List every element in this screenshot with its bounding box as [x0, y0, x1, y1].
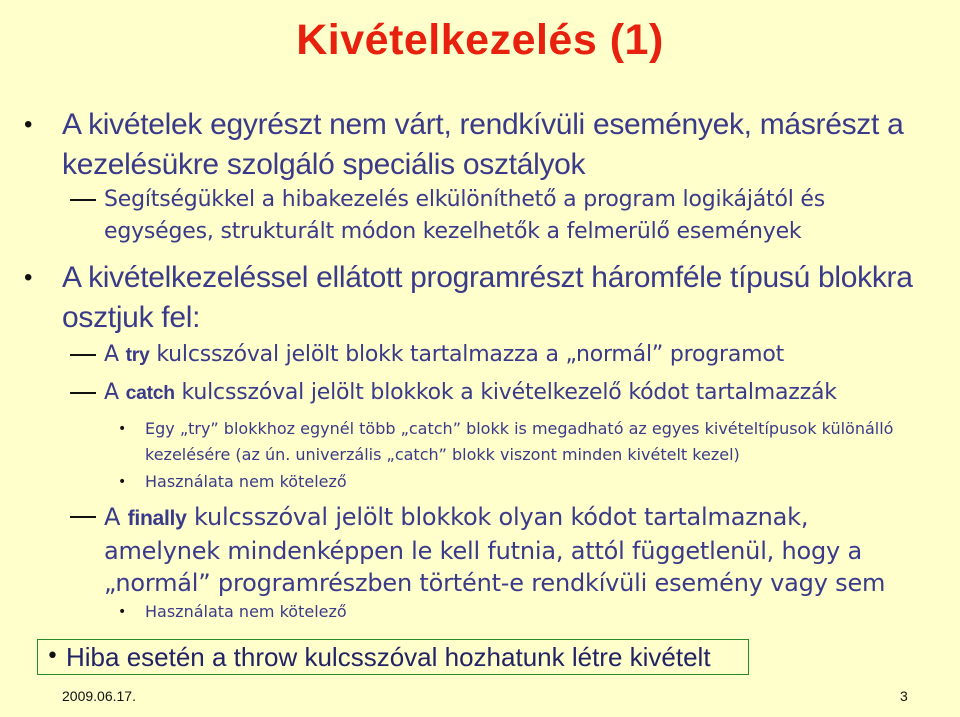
sub-bullet-separation	[104, 184, 924, 248]
keyword-try: try	[125, 344, 150, 366]
bullet-dot-icon: •	[24, 264, 33, 291]
bullet-text: A kivételkezeléssel ellátott programrészt háromféle típusú blokkra osztjuk fel:	[62, 261, 913, 334]
sub-sub-bullet-text: Egy „try” blokkhoz egynél több „catch” blokk is megadható az egyes kivételtípusok különálló kezelésére (az ún. univerzális „catch” blokk viszont minden kivételt kezel)	[145, 419, 894, 464]
bullet-exceptions-definition	[24, 105, 922, 185]
boxed-bullet-text: Hiba esetén a throw kulcsszóval hozhatunk létre kivételt	[66, 642, 711, 672]
sub-sub-bullet-text: Használata nem kötelező	[145, 602, 347, 621]
boxed-bullet-throw	[37, 639, 749, 675]
sub-bullet-text: Segítségükkel a hibakezelés elkülöníthető a program logikájától és egységes, strukturált módon kezelhetők a felmerülő események	[104, 187, 826, 244]
prefix-text: A	[104, 503, 121, 531]
sub-sub-bullet-multiple-catch	[118, 416, 935, 468]
prefix-text: A	[104, 342, 119, 367]
keyword-catch: catch	[125, 382, 175, 404]
dash-icon	[70, 199, 96, 201]
sub-sub-bullet-optional-1	[118, 469, 935, 495]
sub-bullet-text: kulcsszóval jelölt blokkok olyan kódot tartalmaznak, amelynek mindenképpen le kell futnia, attól függetlenül, hogy a „normál” programrészben történt-e rendkívüli esemény vagy sem	[104, 503, 886, 597]
prefix-text: A	[104, 380, 119, 405]
sub-bullet-finally	[104, 501, 924, 599]
bullet-dot-icon: •	[46, 644, 59, 669]
keyword-finally: finally	[127, 507, 187, 530]
bullet-dot-icon: •	[118, 474, 127, 490]
dash-icon	[70, 392, 96, 394]
dash-icon	[70, 354, 96, 356]
bullet-dot-icon: •	[118, 604, 127, 620]
sub-bullet-try	[104, 339, 924, 371]
slide-title: Kivételkezelés (1)	[296, 16, 664, 64]
bullet-text: A kivételek egyrészt nem várt, rendkívüli események, másrészt a kezelésükre szolgáló speciális osztályok	[62, 108, 904, 181]
sub-bullet-text: kulcsszóval jelölt blokkok a kivételkezelő kódot tartalmazzák	[181, 380, 837, 405]
sub-sub-bullet-optional-2	[118, 599, 935, 625]
footer-date: 2009.06.17.	[62, 688, 136, 704]
footer-page-number: 3	[900, 688, 908, 704]
bullet-block-types	[24, 258, 922, 338]
sub-bullet-text: kulcsszóval jelölt blokk tartalmazza a „normál” programot	[156, 342, 785, 367]
sub-sub-bullet-text: Használata nem kötelező	[145, 472, 347, 491]
sub-bullet-catch	[104, 377, 924, 409]
bullet-dot-icon: •	[24, 111, 33, 138]
dash-icon	[70, 516, 96, 518]
bullet-dot-icon: •	[118, 421, 127, 437]
